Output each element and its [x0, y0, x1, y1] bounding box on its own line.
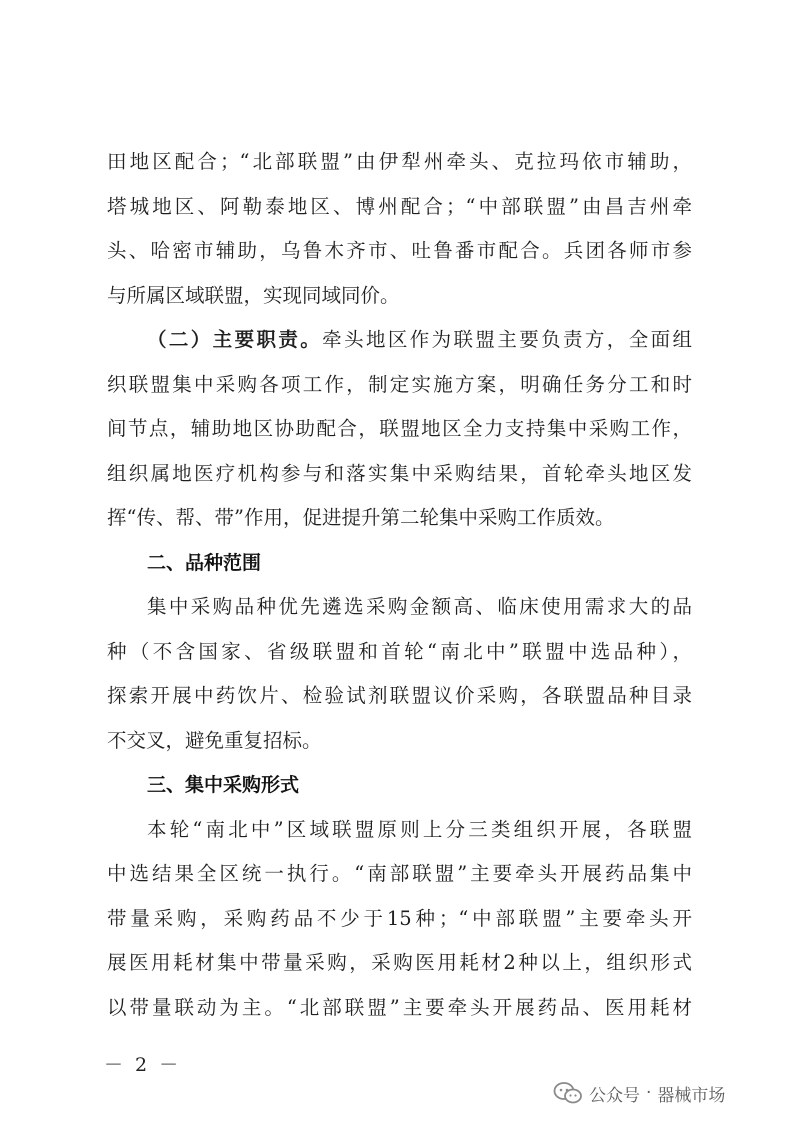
body-text — [107, 140, 692, 1030]
page-number: － 2 － — [104, 1054, 182, 1076]
section-heading: 二、品种范围 — [147, 551, 262, 574]
section-lead-in: （二）主要职责。 — [147, 328, 323, 351]
paragraph-start-line: 集中采购品种优先遴选采购金额高、临床使用需求大的品 — [147, 595, 692, 618]
watermark-source: 公众号 — [589, 1085, 640, 1106]
text-line: 与所属区域联盟，实现同域同价。 — [107, 283, 400, 307]
text-line: 展医用耗材集中带量采购，采购医用耗材2种以上，组织形式 — [107, 951, 692, 974]
text-line: 织联盟集中采购各项工作，制定实施方案，明确任务分工和时 — [107, 372, 692, 396]
watermark-separator: · — [646, 1083, 652, 1103]
text-line: 种（不含国家、省级联盟和首轮“南北中”联盟中选品种）， — [107, 639, 692, 663]
watermark — [553, 1077, 725, 1109]
text-line: 中选结果全区统一执行。“南部联盟”主要牵头开展药品集中 — [107, 862, 692, 885]
text-line: 间节点，辅助地区协助配合，联盟地区全力支持集中采购工作， — [107, 417, 692, 440]
text-line: 带量采购，采购药品不少于15种；“中部联盟”主要牵头开 — [107, 906, 692, 930]
text-line: 挥“传、帮、带”作用，促进提升第二轮集中采购工作质效。 — [107, 506, 615, 529]
paragraph-start-line: （二）主要职责。牵头地区作为联盟主要负责方，全面组 — [147, 328, 692, 351]
wechat-icon — [553, 1081, 583, 1105]
text-line: 头、哈密市辅助，乌鲁木齐市、吐鲁番市配合。兵团各师市参 — [107, 239, 692, 262]
text-line: 探索开展中药饮片、检验试剂联盟议价采购，各联盟品种目录 — [107, 684, 692, 707]
text-line: 组织属地医疗机构参与和落实集中采购结果，首轮牵头地区发 — [107, 461, 692, 485]
paragraph-start-line: 本轮“南北中”区域联盟原则上分三类组织开展，各联盟 — [147, 817, 692, 841]
section-heading: 三、集中采购形式 — [147, 774, 300, 796]
text-line: 田地区配合；“北部联盟”由伊犁州牵头、克拉玛依市辅助， — [107, 150, 692, 173]
watermark-account-name: 器械市场 — [657, 1085, 726, 1106]
text-line: 塔城地区、阿勒泰地区、博州配合；“中部联盟”由昌吉州牵 — [107, 194, 692, 218]
text-line: 不交叉，避免重复招标。 — [107, 728, 322, 752]
text-line: 以带量联动为主。“北部联盟”主要牵头开展药品、医用耗材 — [107, 995, 692, 1019]
